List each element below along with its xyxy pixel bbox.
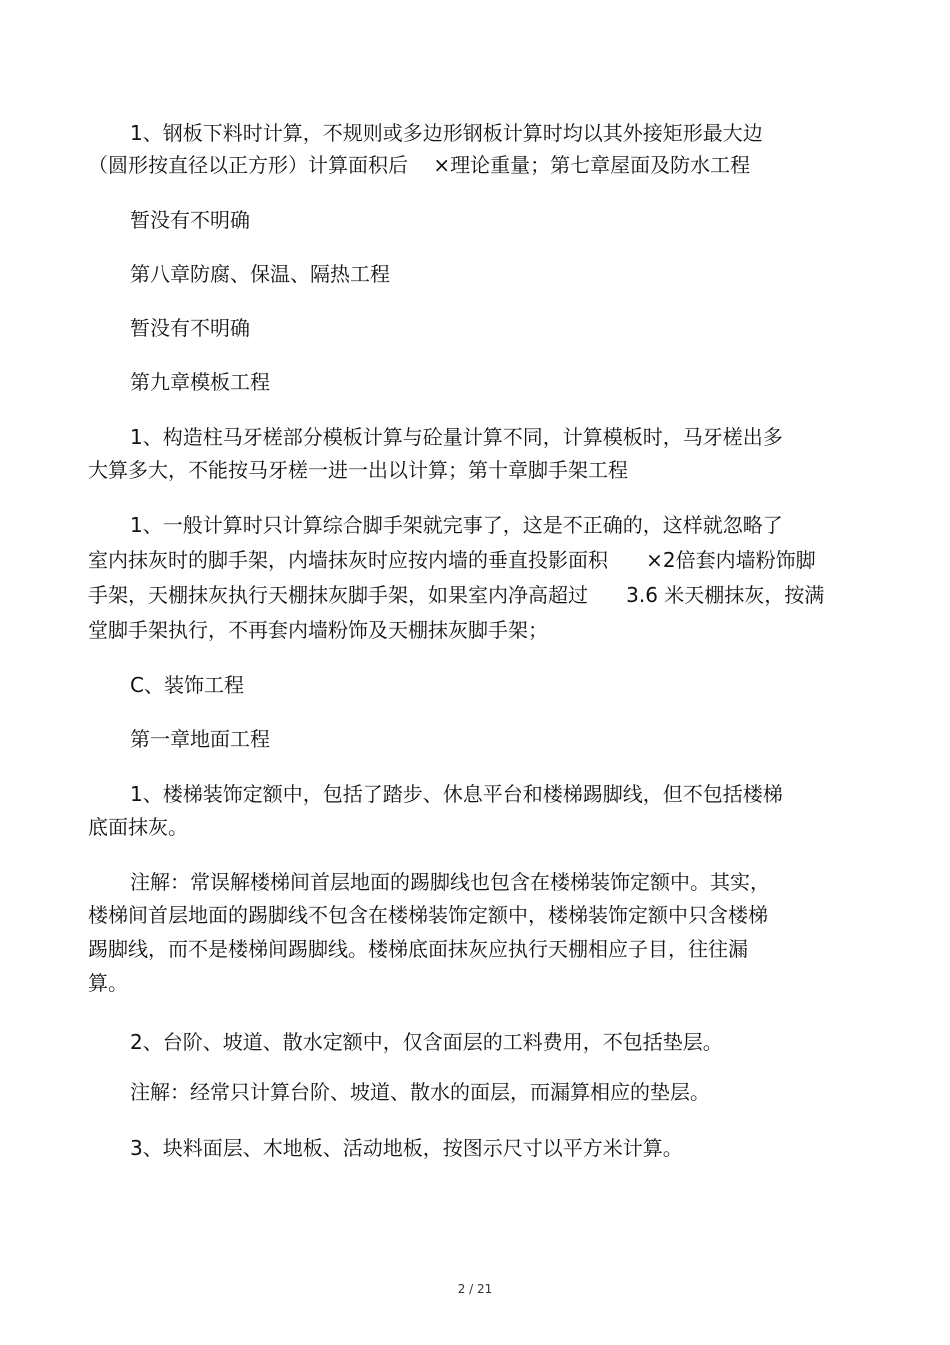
text-line: 3、块料面层、木地板、活动地板，按图示尺寸以平方米计算。 (130, 1136, 683, 1160)
text-line: 1、一般计算时只计算综合脚手架就完事了，这是不正确的，这样就忽略了 (130, 513, 783, 537)
text-line: （圆形按直径以正方形）计算面积后 ×理论重量；第七章屋面及防水工程 (88, 153, 751, 177)
text-line: 1、构造柱马牙槎部分模板计算与砼量计算不同，计算模板时，马牙槎出多 (130, 425, 783, 449)
text-line: 暂没有不明确 (130, 208, 250, 232)
text-line: 室内抹灰时的脚手架，内墙抹灰时应按内墙的垂直投影面积 ×2倍套内墙粉饰脚 (88, 548, 816, 572)
text-line: 1、楼梯装饰定额中，包括了踏步、休息平台和楼梯踢脚线，但不包括楼梯 (130, 782, 783, 806)
text-line: 大算多大，不能按马牙槎一进一出以计算；第十章脚手架工程 (88, 458, 628, 482)
section-heading: 第九章模板工程 (130, 370, 270, 394)
text-line: 注解：常误解楼梯间首层地面的踢脚线也包含在楼梯装饰定额中。其实， (130, 870, 770, 894)
text-line: 算。 (88, 971, 128, 995)
text-line: 1、钢板下料时计算，不规则或多边形钢板计算时均以其外接矩形最大边 (130, 121, 763, 145)
section-heading: C、装饰工程 (130, 673, 244, 697)
text-line: 楼梯间首层地面的踢脚线不包含在楼梯装饰定额中，楼梯装饰定额中只含楼梯 (88, 903, 768, 927)
text-line: 踢脚线，而不是楼梯间踢脚线。楼梯底面抹灰应执行天棚相应子目，往往漏 (88, 937, 748, 961)
text-line: 堂脚手架执行，不再套内墙粉饰及天棚抹灰脚手架； (88, 618, 548, 642)
text-line: 手架，天棚抹灰执行天棚抹灰脚手架，如果室内净高超过 3.6 米天棚抹灰，按满 (88, 583, 825, 607)
text-line: 2、台阶、坡道、散水定额中，仅含面层的工料费用，不包括垫层。 (130, 1030, 723, 1054)
text-line: 注解：经常只计算台阶、坡道、散水的面层，而漏算相应的垫层。 (130, 1080, 710, 1104)
section-heading: 第一章地面工程 (130, 727, 270, 751)
text-line: 底面抹灰。 (88, 815, 188, 839)
text-line: 暂没有不明确 (130, 316, 250, 340)
page-number: 2 / 21 (457, 1282, 493, 1296)
section-heading: 第八章防腐、保温、隔热工程 (130, 262, 390, 286)
